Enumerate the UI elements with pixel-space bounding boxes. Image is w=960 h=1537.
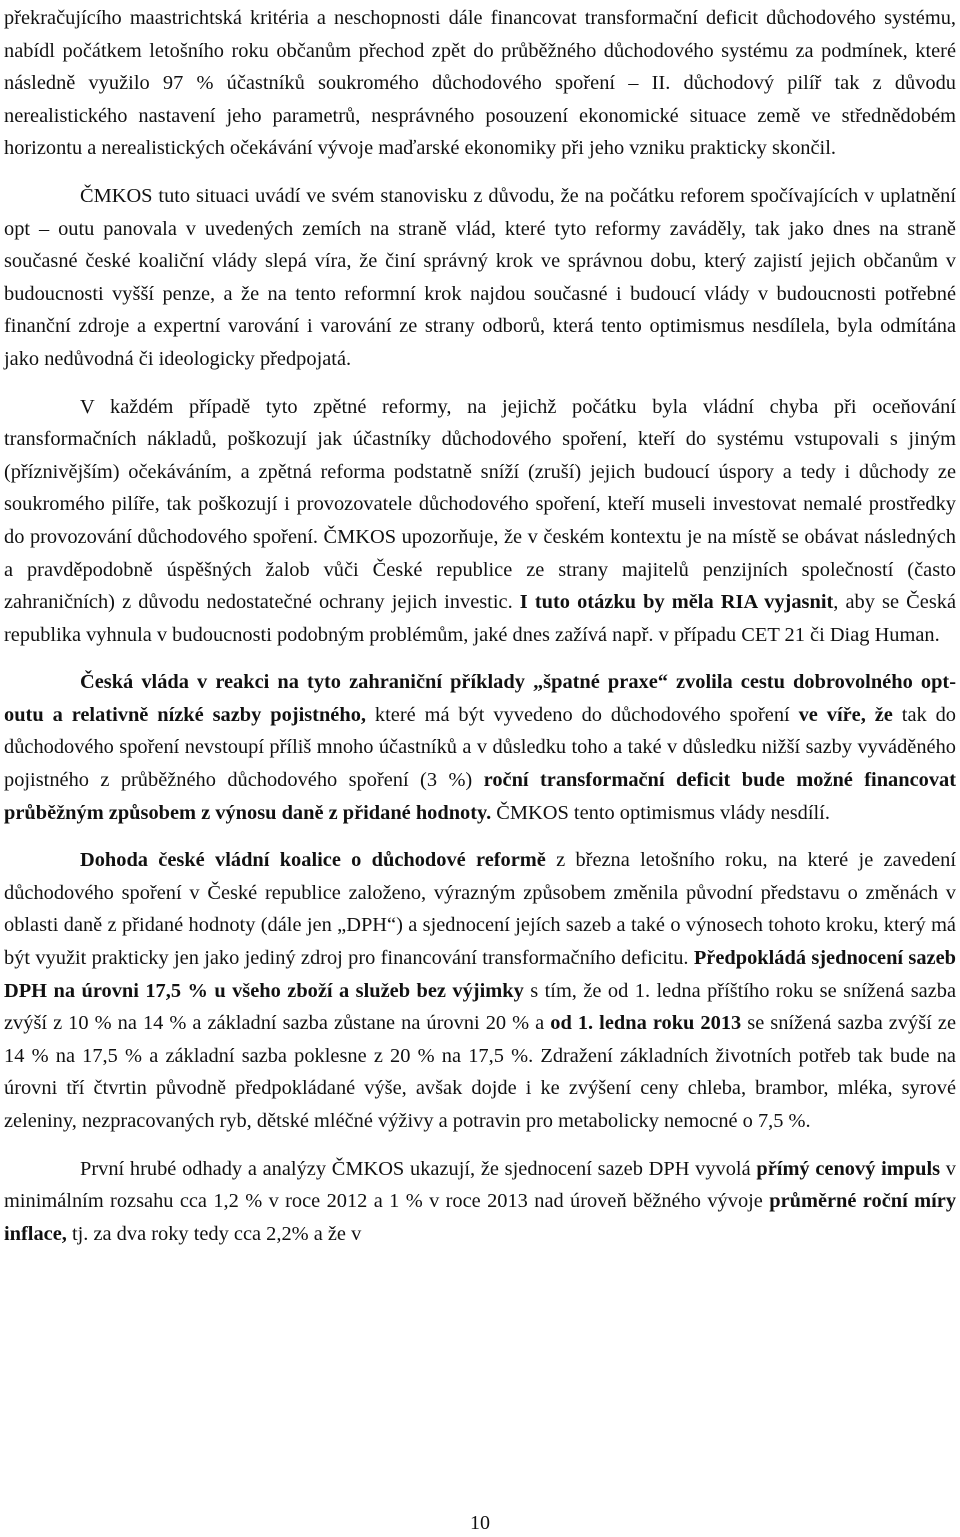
document-page bbox=[4, 2, 956, 1250]
paragraph-6 bbox=[4, 1153, 956, 1251]
paragraph-4 bbox=[4, 666, 956, 829]
paragraph-5-bold-1: Dohoda české vládní koalice o důchodové reformě bbox=[80, 849, 546, 872]
paragraph-6-run-3: v minimálním rozsahu cca 1,2 % v roce 2012 a 1 % v roce 2013 nad úroveň běžného vývoje bbox=[4, 1157, 956, 1213]
page-number: 10 bbox=[470, 1512, 490, 1534]
paragraph-3-run-3: , aby se Česká republika vyhnula v budoucnosti podobným problémům, jaké dnes zažívá např. v případu CET 21 či Diag Human. bbox=[4, 591, 956, 646]
paragraph-5-run-6: se snížená sazba zvýší ze 14 % na 17,5 % a základní sazba poklesne z 20 % na 17,5 %. Zdražení základních životních potřeb tak bude na úrovni tří čtvrtin původně předpokládané výše, avšak dojde i ke zvýšení ceny chleba, brambor, mléka, syrové zeleniny, nezpracovaných ryb, dětské mléčné výživy a potravin pro metabolicky nemocné o 7,5 %. bbox=[4, 1012, 956, 1132]
paragraph-4-bold-2: ve víře, že bbox=[798, 703, 893, 726]
paragraph-4-run-6: ČMKOS tento optimismus vlády nesdílí. bbox=[491, 801, 830, 824]
paragraph-6-bold-2: průměrné roční míry inflace, bbox=[4, 1190, 957, 1245]
paragraph-1 bbox=[4, 2, 956, 165]
paragraph-5-run-2: z března letošního roku, na které je zavedení důchodového spoření v České republice založeno, výrazným způsobem změnila původní představu o změnách v oblasti daně z přidané hodnoty (dále jen „DPH“) a sjednocení jejích sazeb a také o výnosech tohoto kroku, který má být využit prakticky jen jako jediný zdroj pro financování transformačního deficitu. bbox=[4, 849, 956, 970]
paragraph-6-run-1: První hrubé odhady a analýzy ČMKOS ukazují, že sjednocení sazeb DPH vyvolá bbox=[80, 1157, 757, 1180]
paragraph-1-run-1: překračujícího maastrichtská kritéria a neschopnosti dále financovat transformační deficit důchodového systému, nabídl počátkem letošního roku občanům přechod zpět do průběžného důchodového systému za podmínek, které následně využilo 97 % účastníků soukromého důchodového spoření – II. důchodový pilíř tak z důvodu nerealistického nastavení jeho parametrů, nesprávného posouzení ekonomické situace země ve střednědobém horizontu a nerealistických očekávání vývoje maďarské ekonomiky při jeho vzniku prakticky skončil. bbox=[4, 7, 956, 160]
paragraph-3-bold-ria: I tuto otázku by měla RIA vyjasnit bbox=[519, 591, 834, 614]
paragraph-4-run-4: tak do důchodového spoření nevstoupí příliš mnoho účastníků a v důsledku toho a také v důsledku nižší sazby vyváděného pojistného z průběžného důchodového spoření (3 %) bbox=[4, 703, 956, 792]
paragraph-3 bbox=[4, 391, 956, 652]
paragraph-4-bold-1: Česká vláda v reakci na tyto zahraniční příklady „špatné praxe“ zvolila cestu dobrovolného opt-outu a relativně nízké sazby pojistného, bbox=[4, 671, 956, 726]
paragraph-4-bold-3: roční transformační deficit bude možné financovat průběžným způsobem z výnosu daně z přidané hodnoty. bbox=[4, 769, 957, 824]
paragraph-3-run-1: V každém případě tyto zpětné reformy, na jejichž počátku byla vládní chyba při oceňování transformačních nákladů, poškozují jak účastníky důchodového spoření, kteří do systému vstupovali s jiným (příznivějším) očekáváním, a zpětná reforma podstatně sníží (zruší) jejich budoucí úspory a tedy i důchody ze soukromého pilíře, tak poškozují i provozovatele důchodového spoření, kteří museli investovat nemalé prostředky do provozování důchodového spoření. ČMKOS upozorňuje, že v českém kontextu je na místě se obávat následných a pravděpodobně úspěšných žalob vůči České republice ze strany majitelů penzijních společností (často zahraničních) z důvodu nedostatečné ochrany jejich investic. bbox=[4, 395, 956, 614]
paragraph-6-run-5: tj. za dva roky tedy cca 2,2% a že v bbox=[66, 1222, 362, 1245]
paragraph-5-bold-3: od 1. ledna roku 2013 bbox=[550, 1012, 742, 1035]
paragraph-5 bbox=[4, 844, 956, 1137]
paragraph-2 bbox=[4, 180, 956, 376]
paragraph-4-run-2: které má být vyvedeno do důchodového spoření bbox=[366, 703, 799, 726]
paragraph-5-run-4: s tím, že od 1. ledna příštího roku se snížená sazba zvýší z 10 % na 14 % a základní sazba zůstane na úrovni 20 % a bbox=[4, 979, 956, 1035]
paragraph-6-bold-1: přímý cenový impuls bbox=[756, 1157, 941, 1180]
paragraph-5-bold-2: Předpokládá sjednocení sazeb DPH na úrovni 17,5 % u všeho zboží a služeb bez výjimky bbox=[4, 947, 956, 1002]
paragraph-2-run-1: ČMKOS tuto situaci uvádí ve svém stanovisku z důvodu, že na počátku reforem spočívajících v uplatnění opt – outu panovala v uvedených zemích na straně vlád, které tyto reformy zaváděly, tak jako dnes na straně současné české koaliční vlády slepá víra, že činí správný krok ve správnou dobu, který zajistí jejich občanům v budoucnosti vyšší penze, a že na tento reformní krok najdou současné i budoucí vlády v budoucnosti potřebné finanční zdroje a expertní varování i varování ze strany odborů, která tento optimismus nesdílela, byla odmítána jako nedůvodná či ideologicky předpojatá. bbox=[4, 184, 956, 370]
